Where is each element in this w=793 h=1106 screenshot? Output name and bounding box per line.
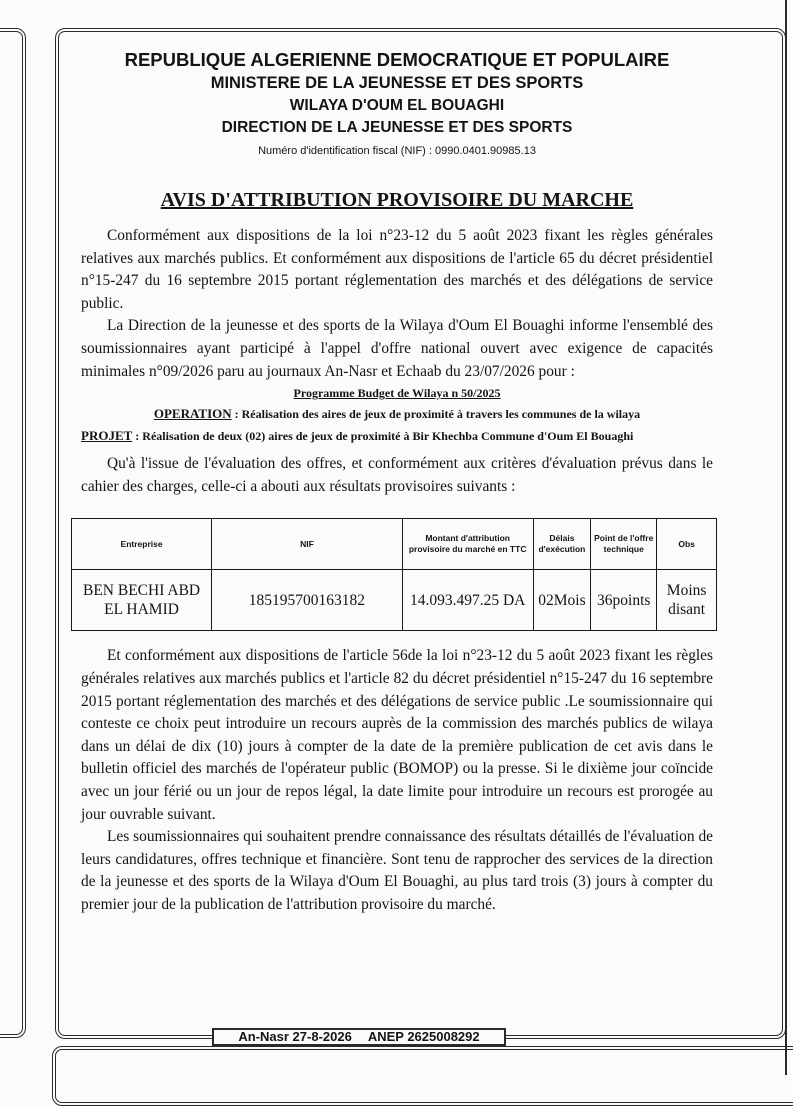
paragraph-detailed-results: Les soumissionnaires qui souhaitent prendre connaissance des résultats détaillés de l'évaluation de leurs candidatures, offres technique et financière. Sont tenu de rapprocher des services de la direction de la jeunesse et des sports de la Wilaya d'Oum El Bouaghi, au plus tard trois (3) jours à compter du premier jour de la publication de l'attribution provisoire du marché. — [81, 828, 713, 913]
adjacent-ad-frame-bottom — [52, 1046, 793, 1106]
header-entreprise: Entreprise — [72, 519, 212, 570]
cell-delais: 02Mois — [533, 570, 591, 631]
header-delais: Délais d'exécution — [533, 519, 591, 570]
letterhead — [81, 48, 713, 161]
newspaper-date: An-Nasr 27-8-2026 — [238, 1029, 352, 1044]
header-obs: Obs — [657, 519, 717, 570]
ministry-line: MINISTERE DE LA JEUNESSE ET DES SPORTS — [210, 74, 584, 92]
cell-nif: 185195700163182 — [212, 570, 403, 631]
paragraph-appeal-rights: Et conformément aux dispositions de l'article 56de la loi n°23-12 du 5 août 2023 fixant les règles générales relatives aux marchés publics et l'article 82 du décret présidentiel n°15-247 du 16 septembre 2015 portant réglementation des marchés et des délégations de service public .Le soumissionnaire qui conteste ce choix peut introduire un recours auprès de la commission des marchés publics de wilaya dans un délai de dix (10) jours à compter de la date de la première publication de cet avis dans le bulletin officiel des marchés de l'opérateur public (BOMOP) ou la presse. Si le dixième jour coïncide avec un jour férié ou un jour de repos légal, la date limite pour introduire un recours est prorogée au jour ouvrable suivant. — [81, 647, 713, 823]
project-text: : Réalisation de deux (02) aires de jeux de proximité à Bir Khechba Commune d'Oum El Bouaghi — [132, 429, 634, 444]
fiscal-id-line: Numéro d'identification fiscal (NIF) : 0990.0401.90985.13 — [258, 145, 536, 157]
results-table — [71, 518, 717, 631]
project-label: PROJET — [81, 428, 133, 444]
operation-line — [81, 403, 713, 425]
operation-text: : Réalisation des aires de jeux de proximité à travers les communes de la wilaya — [231, 407, 641, 422]
paragraph-direction-informs: La Direction de la jeunesse et des sports de la Wilaya d'Oum El Bouaghi informe l'ensemblé des soumissionnaires ayant participé à l'appel d'offre national ouvert avec exigence de capacités minimales n°09/2026 paru au journaux An-Nasr et Echaab du 23/07/2026 pour : — [81, 317, 713, 380]
direction-line: DIRECTION DE LA JEUNESSE ET DES SPORTS — [221, 119, 573, 136]
cell-entreprise: BEN BECHI ABD EL HAMID — [72, 570, 212, 631]
project-line — [81, 425, 713, 447]
republic-line: REPUBLIQUE ALGERIENNE DEMOCRATIQUE ET POPULAIRE — [124, 49, 670, 70]
cell-point: 36points — [591, 570, 657, 631]
paragraph-legal-basis: Conformément aux dispositions de la loi n°23-12 du 5 août 2023 fixant les règles générales relatives aux marchés publics. Et conformément aux dispositions de l'article 65 du décret présidentiel n°15-247 du 16 septembre 2015 portant réglementation des marchés et des délégations de service public. — [81, 227, 713, 312]
notice-title: AVIS D'ATTRIBUTION PROVISOIRE DU MARCHE — [160, 189, 634, 211]
table-header-row — [72, 519, 717, 570]
wilaya-line: WILAYA D'OUM EL BOUAGHI — [289, 97, 505, 114]
header-montant: Montant d'attribution provisoire du marché en TTC — [402, 519, 533, 570]
paragraph-evaluation-result: Qu'à l'issue de l'évaluation des offres, et conformément aux critères d'évaluation prévus dans le cahier des charges, celle-ci a abouti aux résultats provisoires suivants : — [81, 455, 713, 495]
cell-montant: 14.093.497.25 DA — [402, 570, 533, 631]
cell-obs: Moins disant — [657, 570, 717, 631]
header-nif: NIF — [212, 519, 403, 570]
operation-label: OPERATION — [153, 406, 232, 422]
table-row — [72, 570, 717, 631]
adjacent-ad-frame-left — [0, 28, 26, 1038]
notice-frame — [55, 28, 786, 1039]
programme-line: Programme Budget de Wilaya n 50/2025 — [293, 386, 501, 401]
adjacent-ad-frame-right — [785, 0, 793, 1075]
notice-content — [81, 48, 713, 916]
header-point: Point de l'offre technique — [591, 519, 657, 570]
anep-reference: ANEP 2625008292 — [367, 1029, 480, 1044]
publication-footer-tag — [212, 1028, 506, 1046]
